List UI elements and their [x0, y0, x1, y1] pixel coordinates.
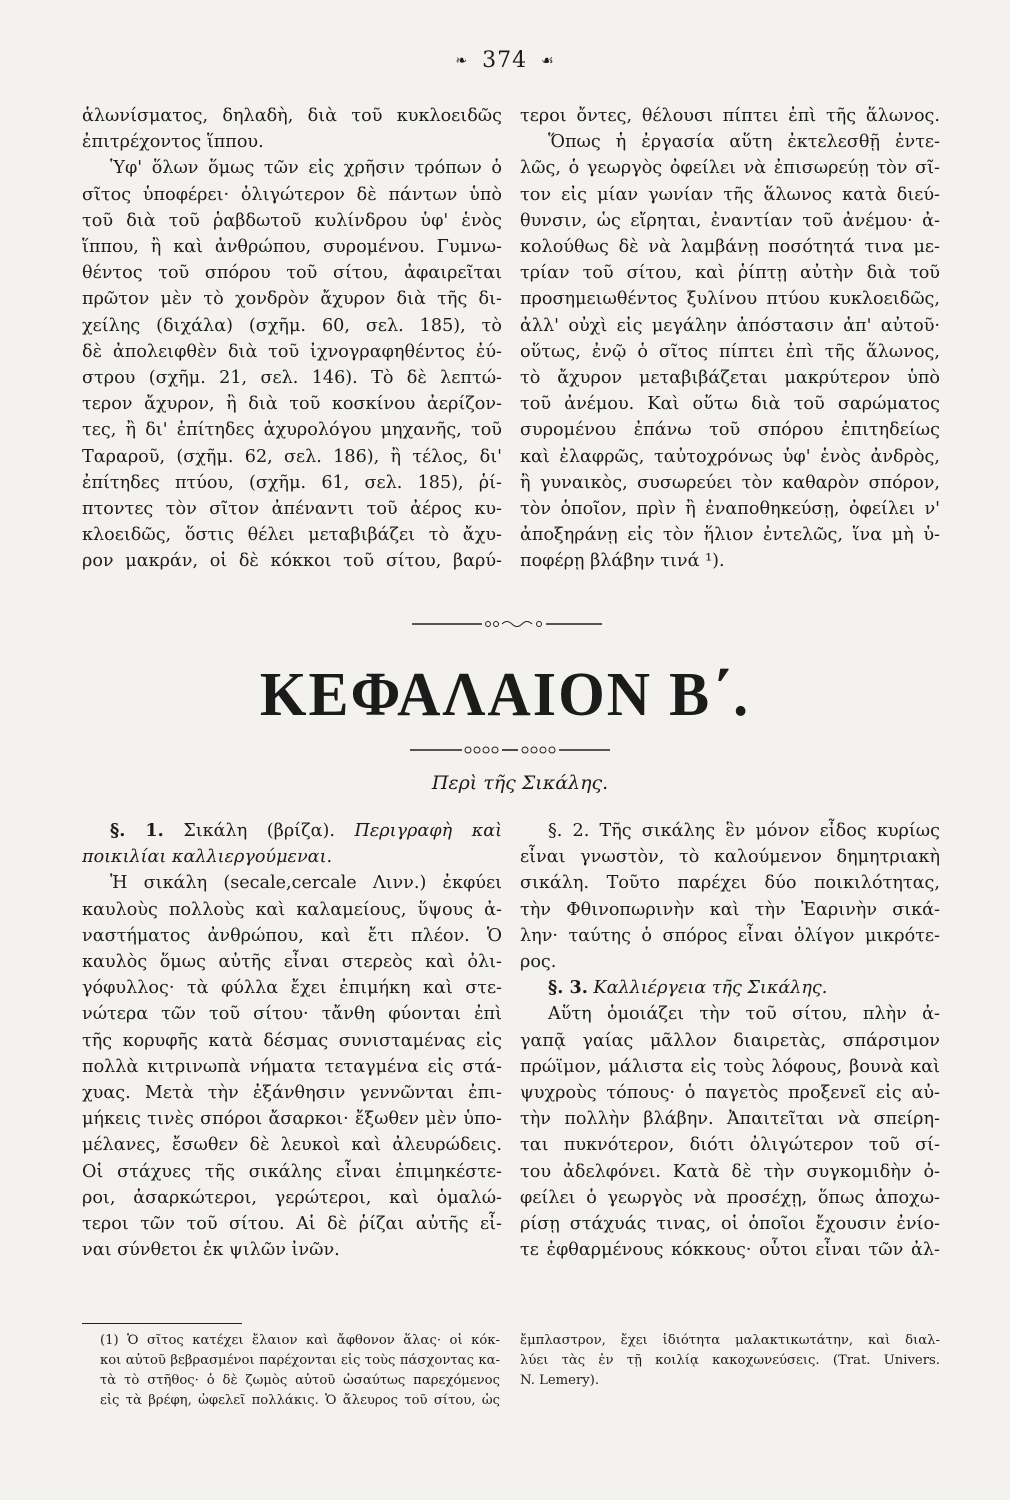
text-line: λην· ταύτης ὁ σπόρος εἶναι ὀλίγον μικρότε- — [520, 925, 940, 946]
text-line: τὸ ἄχυρον μεταβιβάζεται μακρύτερον ὑπὸ — [520, 368, 940, 389]
text-line: ἐπίτηδες πτύου, (σχῆμ. 61, σελ. 185), ῥί- — [82, 472, 502, 493]
footnote-line: τὰ τὸ στῆθος· ὁ δὲ ζωμὸς αὐτοῦ ὡσαύτως παρεχόμενος — [100, 1373, 500, 1388]
section-heading-italic: Περιγραφὴ καὶ — [354, 821, 502, 841]
text-line: τε ἐφθαρμένους κόκκους· οὗτοι εἶναι τῶν ἀλ- — [520, 1240, 940, 1261]
text-line: ρίσῃ στάχυάς τινας, οἱ ὁποῖοι ἔχουσιν ἐνίο- — [520, 1214, 940, 1235]
text-line: χείλης (διχάλα) (σχῆμ. 60, σελ. 185), τὸ — [82, 315, 502, 336]
text-line: ποφέρῃ βλάβην τινά ¹). — [520, 551, 725, 572]
text-line: πρῶτον μὲν τὸ χονδρὸν ἄχυρον διὰ τῆς δι- — [82, 289, 502, 310]
top-right-column — [520, 103, 940, 575]
bottom-right-column — [520, 818, 940, 1263]
ornament-right-icon: ☙ — [541, 53, 555, 69]
text-line: Ὑφ' ὅλων ὅμως τῶν εἰς χρῆσιν τρόπων ὁ — [110, 158, 502, 179]
text-line: ἐπιτρέχοντος ἵππου. — [82, 132, 264, 153]
text-line: Οἱ στάχυες τῆς σικάλης εἶναι ἐπιμηκέστε- — [82, 1161, 502, 1182]
text-line: τερον ἄχυρον, ἢ διὰ τοῦ κοσκίνου ἀερίζον- — [82, 394, 502, 415]
ornamental-divider-bottom — [410, 744, 610, 756]
text-line: κλοειδῶς, ὅστις θέλει μεταβιβάζει τὸ ἄχυ- — [82, 525, 502, 546]
section-subtitle: Περὶ τῆς Σικάλης. — [431, 772, 609, 794]
text-line: Αὕτη ὁμοιάζει τὴν τοῦ σίτου, πλὴν ἀ- — [548, 1004, 940, 1025]
text-line: σικάλη. Τοῦτο παρέχει δύο ποικιλότητας, — [520, 873, 940, 894]
text-line: ἢ γυναικὸς, συσωρεύει τὸν καθαρὸν σπόρον, — [520, 472, 940, 493]
text-line: ἀποξηράνῃ εἰς τὸν ἥλιον ἐντελῶς, ἵνα μὴ ὑ- — [520, 525, 940, 546]
text-line: μήκεις τινὲς σπόροι ἄσαρκοι· ἔξωθεν μὲν ὑπο- — [82, 1109, 502, 1130]
text-line: ναι σύνθετοι ἐκ ψιλῶν ἰνῶν. — [82, 1240, 340, 1261]
text-line: συρομένου ἐπάνω τοῦ σπόρου ἐπιτηδείως — [520, 420, 940, 441]
text-line: ροι, ἀσαρκώτεροι, γερώτεροι, καὶ ὁμαλώ- — [82, 1187, 502, 1208]
section-heading — [82, 818, 502, 844]
text-line: πολλὰ κιτρινωπὰ νήματα τεταγμένα εἰς στά- — [82, 1056, 502, 1077]
text-line: σῖτος ὑποφέρει· ὀλιγώτερον δὲ πάντων ὑπὸ — [82, 184, 502, 205]
text-line: ἁλωνίσματος, δηλαδὴ, διὰ τοῦ κυκλοειδῶς — [82, 106, 502, 126]
bottom-left-column — [82, 818, 502, 1263]
text-line: θέντος τοῦ σπόρου τοῦ σίτου, ἀφαιρεῖται — [82, 263, 502, 284]
text-line: καυλοὺς πολλοὺς καὶ καλαμείους, ὕψους ἀ- — [82, 899, 502, 920]
section-heading-continued: ποικιλίαι καλλιεργούμεναι. — [82, 847, 333, 868]
text-line: τον εἰς μίαν γωνίαν τῆς ἅλωνος κατὰ διεύ- — [520, 184, 940, 205]
text-line: τὴν Φθινοπωρινὴν καὶ τὴν Ἐαρινὴν σικά- — [520, 899, 940, 920]
footnote-line: ἔμπλαστρον, ἔχει ἰδιότητα μαλακτικωτάτην, καὶ διαλ- — [520, 1333, 940, 1348]
text-line: §. 2. Τῆς σικάλης ἓν μόνον εἶδος κυρίως — [548, 821, 940, 841]
ornament-left-icon: ❧ — [455, 53, 469, 69]
text-line: οὕτως, ἐνῷ ὁ σῖτος πίπτει ἐπὶ τῆς ἅλωνος, — [520, 341, 940, 362]
top-left-column — [82, 103, 502, 575]
text-line: τρίαν τοῦ σίτου, καὶ ῥίπτῃ αὐτὴν διὰ τοῦ — [520, 263, 940, 284]
section-heading-text: Σικάλη (βρίζα). — [183, 821, 335, 841]
section-heading-italic: Καλλιέργεια τῆς Σικάλης. — [593, 978, 828, 999]
text-line: λῶς, ὁ γεωργὸς ὀφείλει νὰ ἐπισωρεύῃ τὸν σῖ- — [520, 158, 940, 179]
text-line: του ἀδελφόνει. Κατὰ δὲ τὴν συγκομιδὴν ὀ- — [520, 1161, 940, 1182]
page-number — [0, 48, 1010, 73]
text-line: ἀλλ' οὐχὶ εἰς μεγάλην ἀπόστασιν ἀπ' αὐτοῦ· — [520, 315, 940, 336]
text-line: τοῦ ἀνέμου. Καὶ οὕτω διὰ τοῦ σαρώματος — [520, 394, 940, 415]
text-line: Ταραροῦ, (σχῆμ. 62, σελ. 186), ἢ τέλος, δι' — [82, 446, 502, 467]
text-line: κολούθως δὲ νὰ λαμβάνῃ ποσότητά τινα με- — [520, 237, 940, 258]
text-line: ψυχροὺς τόπους· ὁ παγετὸς προξενεῖ εἰς αὐ- — [520, 1083, 940, 1104]
text-line: νώτερα τῶν τοῦ σίτου· τἄνθη φύονται ἐπὶ — [82, 1004, 502, 1025]
text-line: γαπᾷ γαίας μᾶλλον διαιρετὰς, σπάρσιμον — [520, 1030, 940, 1051]
text-line: γόφυλλος· τὰ φύλλα ἔχει ἐπιμήκη καὶ στε- — [82, 978, 502, 999]
text-line: χυας. Μετὰ τὴν ἐξάνθησιν γεννῶνται ἐπι- — [82, 1083, 502, 1104]
footnote-line: λύει τὰς ἐν τῇ κοιλίᾳ κακοχωνεύσεις. (Trat. Univers. — [520, 1353, 940, 1368]
footnote-right — [520, 1331, 940, 1391]
text-line: καυλὸς ὅμως αὐτῆς εἶναι στερεὸς καὶ ὀλι- — [82, 952, 502, 973]
text-line: προσημειωθέντος ξυλίνου πτύου κυκλοειδῶς, — [520, 289, 940, 310]
text-line: δὲ ἀπολειφθὲν διὰ τοῦ ἰχνογραφηθέντος ἐύ- — [82, 341, 502, 362]
text-line: τὴν πολλὴν βλάβην. Ἀπαιτεῖται νὰ σπείρη- — [520, 1109, 940, 1130]
text-line: μέλανες, ἔσωθεν δὲ λευκοὶ καὶ ἀλευρώδεις. — [82, 1135, 502, 1156]
text-line: εἶναι γνωστὸν, τὸ καλούμενον δημητριακὴ — [520, 847, 940, 868]
footnote-line: (1) Ὁ σῖτος κατέχει ἔλαιον καὶ ἄφθονον ἅλας· οἱ κόκ- — [100, 1333, 500, 1348]
page-number-text: 374 — [482, 48, 528, 73]
text-line: ἵππου, ἢ καὶ ἀνθρώπου, συρομένου. Γυμνω- — [82, 237, 502, 258]
footnote-line: N. Lemery). — [520, 1373, 600, 1388]
footnote-rule — [82, 1323, 242, 1324]
text-line: τὸν ὁποῖον, πρὶν ἢ ἐναποθηκεύσῃ, ὀφείλει ν' — [520, 499, 940, 520]
text-line: ρον μακράν, οἱ δὲ κόκκοι τοῦ σίτου, βαρύ- — [82, 551, 502, 572]
text-line: τεροι τῶν τοῦ σίτου. Αἱ δὲ ῥίζαι αὐτῆς εἶ- — [82, 1214, 502, 1235]
text-line: πτοντες τὸν σῖτον ἀπέναντι τοῦ ἀέρος κυ- — [82, 499, 502, 520]
section-number: §. 1. — [110, 820, 164, 841]
text-line: θυνσιν, ὡς εἴρηται, ἐναντίαν τοῦ ἀνέμου· ἀ- — [520, 210, 940, 231]
text-line: Ὅπως ἡ ἐργασία αὕτη ἐκτελεσθῇ ἐντε- — [548, 132, 940, 153]
text-line: ται πυκνότερον, διότι ὀλιγώτερον τοῦ σί- — [520, 1135, 940, 1156]
text-line: στρου (σχῆμ. 21, σελ. 146). Τὸ δὲ λεπτώ- — [82, 368, 502, 389]
text-line: φείλει ὁ γεωργὸς νὰ προσέχῃ, ὅπως ἀποχω- — [520, 1187, 940, 1208]
text-line: τῆς κορυφῆς κατὰ δέσμας συνισταμένας εἰς — [82, 1030, 502, 1051]
footnote-left — [100, 1331, 500, 1411]
text-line: ναστήματος ἀνθρώπου, καὶ ἔτι πλέον. Ὁ — [82, 925, 502, 946]
text-line: τες, ἢ δι' ἐπίτηδες ἀχυρολόγου μηχανῆς, τοῦ — [82, 420, 502, 441]
text-line: τεροι ὄντες, θέλουσι πίπτει ἐπὶ τῆς ἅλωνος. — [520, 106, 940, 126]
text-line: Ἡ σικάλη (secale,cercale Λινν.) ἐκφύει — [110, 873, 502, 894]
ornamental-divider-top — [412, 618, 602, 630]
section-heading — [520, 975, 940, 1001]
footnote-line: κοι αὐτοῦ βεβρασμένοι παρέχονται εἰς τοὺς πάσχοντας κα- — [100, 1353, 500, 1368]
text-line: πρώϊμον, μάλιστα εἰς τοὺς λόφους, βουνὰ καὶ — [520, 1056, 940, 1077]
text-line: καὶ ἐλαφρῶς, ταὐτοχρόνως ὑφ' ἑνὸς ἀνδρὸς, — [520, 446, 940, 467]
text-line: ρος. — [520, 952, 557, 973]
text-line: τοῦ διὰ τοῦ ῥαβδωτοῦ κυλίνδρου ὑφ' ἑνὸς — [82, 210, 502, 231]
section-number: §. 3. — [548, 977, 588, 999]
footnote-line: εἰς τὰ βρέφη, ὠφελεῖ πολλάκις. Ὁ ἄλευρος τοῦ σίτου, ὡς — [100, 1393, 500, 1408]
chapter-heading: ΚΕΦΑΛΑΙΟΝ Β΄. — [259, 659, 751, 729]
